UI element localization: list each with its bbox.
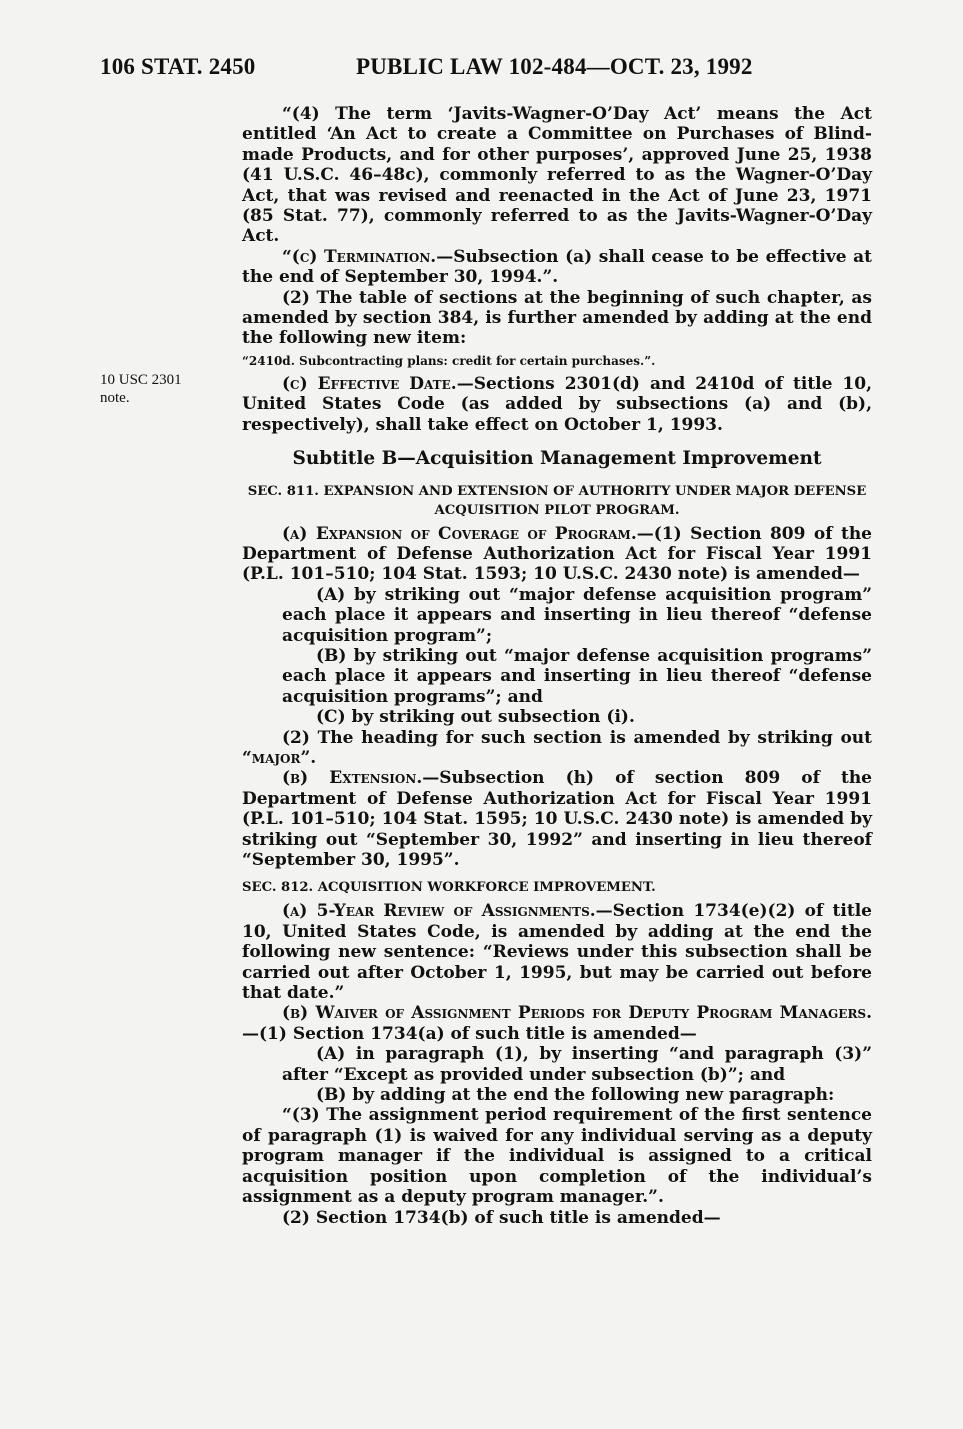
paragraph-termination [242,247,872,288]
paragraph-effective-date [242,374,872,435]
paragraph-clause-a: (A) by striking out “major defense acquisition program” each place it appears and inserting in lieu thereof “defense acquisition program”; [282,584,872,646]
extension-caption: (b) Extension. [282,768,423,789]
subtitle-heading: Subtitle B—Acquisition Management Improvement [292,448,822,470]
new-item-2410d: “2410d. Subcontracting plans: credit for certain purchases.”. [242,353,656,368]
paragraph-term-definition: “(4) The term ‘Javits-Wagner-O’Day Act’ means the Act entitled ‘An Act to create a Committee on Purchases of Blind-made Products, and for other purposes’, approved June 25, 1938 (41 U.S.C. 46–48c), commonly referred to as the Wagner-O’Day Act, that was revised and reenacted in the Act of June 23, 1971 (85 Stat. 77), commonly referred to as the Javits-Wagner-O’Day Act. [242,104,872,247]
document-body [242,104,872,1228]
effective-date-text: —Sections 2301(d) and 2410d of title 10, United States Code (as added by subsections (a) and (b), respectively), shall take effect on October 1, 1993. [242,373,873,435]
paragraph-waiver [242,1003,872,1044]
stat-page-number: 106 STAT. 2450 [100,54,256,79]
paragraph-clause-b: (B) by striking out “major defense acquisition programs” each place it appears and inserting in lieu thereof “defense acquisition programs”; and [282,645,872,707]
termination-caption: “(c) Termination. [282,246,437,267]
paragraph-heading-amendment [242,728,872,769]
paragraph-extension [242,768,872,870]
section-811-heading: SEC. 811. EXPANSION AND EXTENSION OF AUTHORITY UNDER MAJOR DEFENSE ACQUISITION PILOT PROGRAM. [247,483,867,518]
heading-amendment-text: (2) The heading for such section is amended by striking out “ [242,727,872,768]
review-caption: (a) 5-Year Review of Assignments. [282,901,596,922]
expansion-text: —(1) Section 809 of the Department of Defense Authorization Act for Fiscal Year 1991 (P.L. 101–510; 104 Stat. 1593; 10 U.S.C. 2430 note) is amended— [242,523,873,585]
margin-note [100,371,182,407]
paragraph-5-year-review [242,901,872,1003]
paragraph-section-1734b: (2) Section 1734(b) of such title is amended— [282,1207,721,1228]
waiver-text: —(1) Section 1734(a) of such title is amended— [242,1023,697,1044]
margin-note-line-1: 10 USC 2301 [100,372,182,388]
paragraph-expansion-of-coverage [242,524,872,585]
effective-date-caption: (c) Effective Date. [282,373,457,394]
paragraph-clause-c: (C) by striking out subsection (i). [316,707,635,728]
paragraph-clause-a-paragraph-1: (A) in paragraph (1), by inserting “and paragraph (3)” after “Except as provided under subsection (b)”; and [282,1044,872,1085]
margin-note-line-2: note. [100,390,130,406]
heading-amendment-end: ”. [300,747,317,768]
expansion-caption: (a) Expansion of Coverage of Program. [282,523,637,544]
paragraph-clause-b-new-paragraph: (B) by adding at the end the following new paragraph: [316,1085,835,1106]
public-law-citation: PUBLIC LAW 102-484—OCT. 23, 1992 [356,54,753,79]
heading-amendment-major: major [251,747,301,768]
section-812-heading: SEC. 812. ACQUISITION WORKFORCE IMPROVEMENT. [242,880,656,896]
paragraph-table-of-sections: (2) The table of sections at the beginning of such chapter, as amended by section 384, is further amended by adding at the end the following new item: [242,287,872,349]
extension-text: —Subsection (h) of section 809 of the Department of Defense Authorization Act for Fiscal Year 1991 (P.L. 101–510; 104 Stat. 1595; 10 U.S.C. 2430 note) is amended by striking out “September 30, 1992” and inserting in lieu thereof “September 30, 1995”. [242,768,872,870]
termination-text: —Subsection (a) shall cease to be effective at the end of September 30, 1994.”. [242,246,872,288]
paragraph-assignment-period: “(3) The assignment period requirement of the first sentence of paragraph (1) is waived for any individual serving as a deputy program manager if the individual is assigned to a critical acquisition position upon completion of the individual’s assignment as a deputy program manager.”. [242,1105,872,1208]
review-text: —Section 1734(e)(2) of title 10, United States Code, is amended by adding at the end the following new sentence: “Reviews under this subsection shall be carried out after October 1, 1995, but may be carried out before that date.” [242,901,872,1004]
waiver-caption: (b) Waiver of Assignment Periods for Deputy Program Managers. [282,1003,872,1024]
